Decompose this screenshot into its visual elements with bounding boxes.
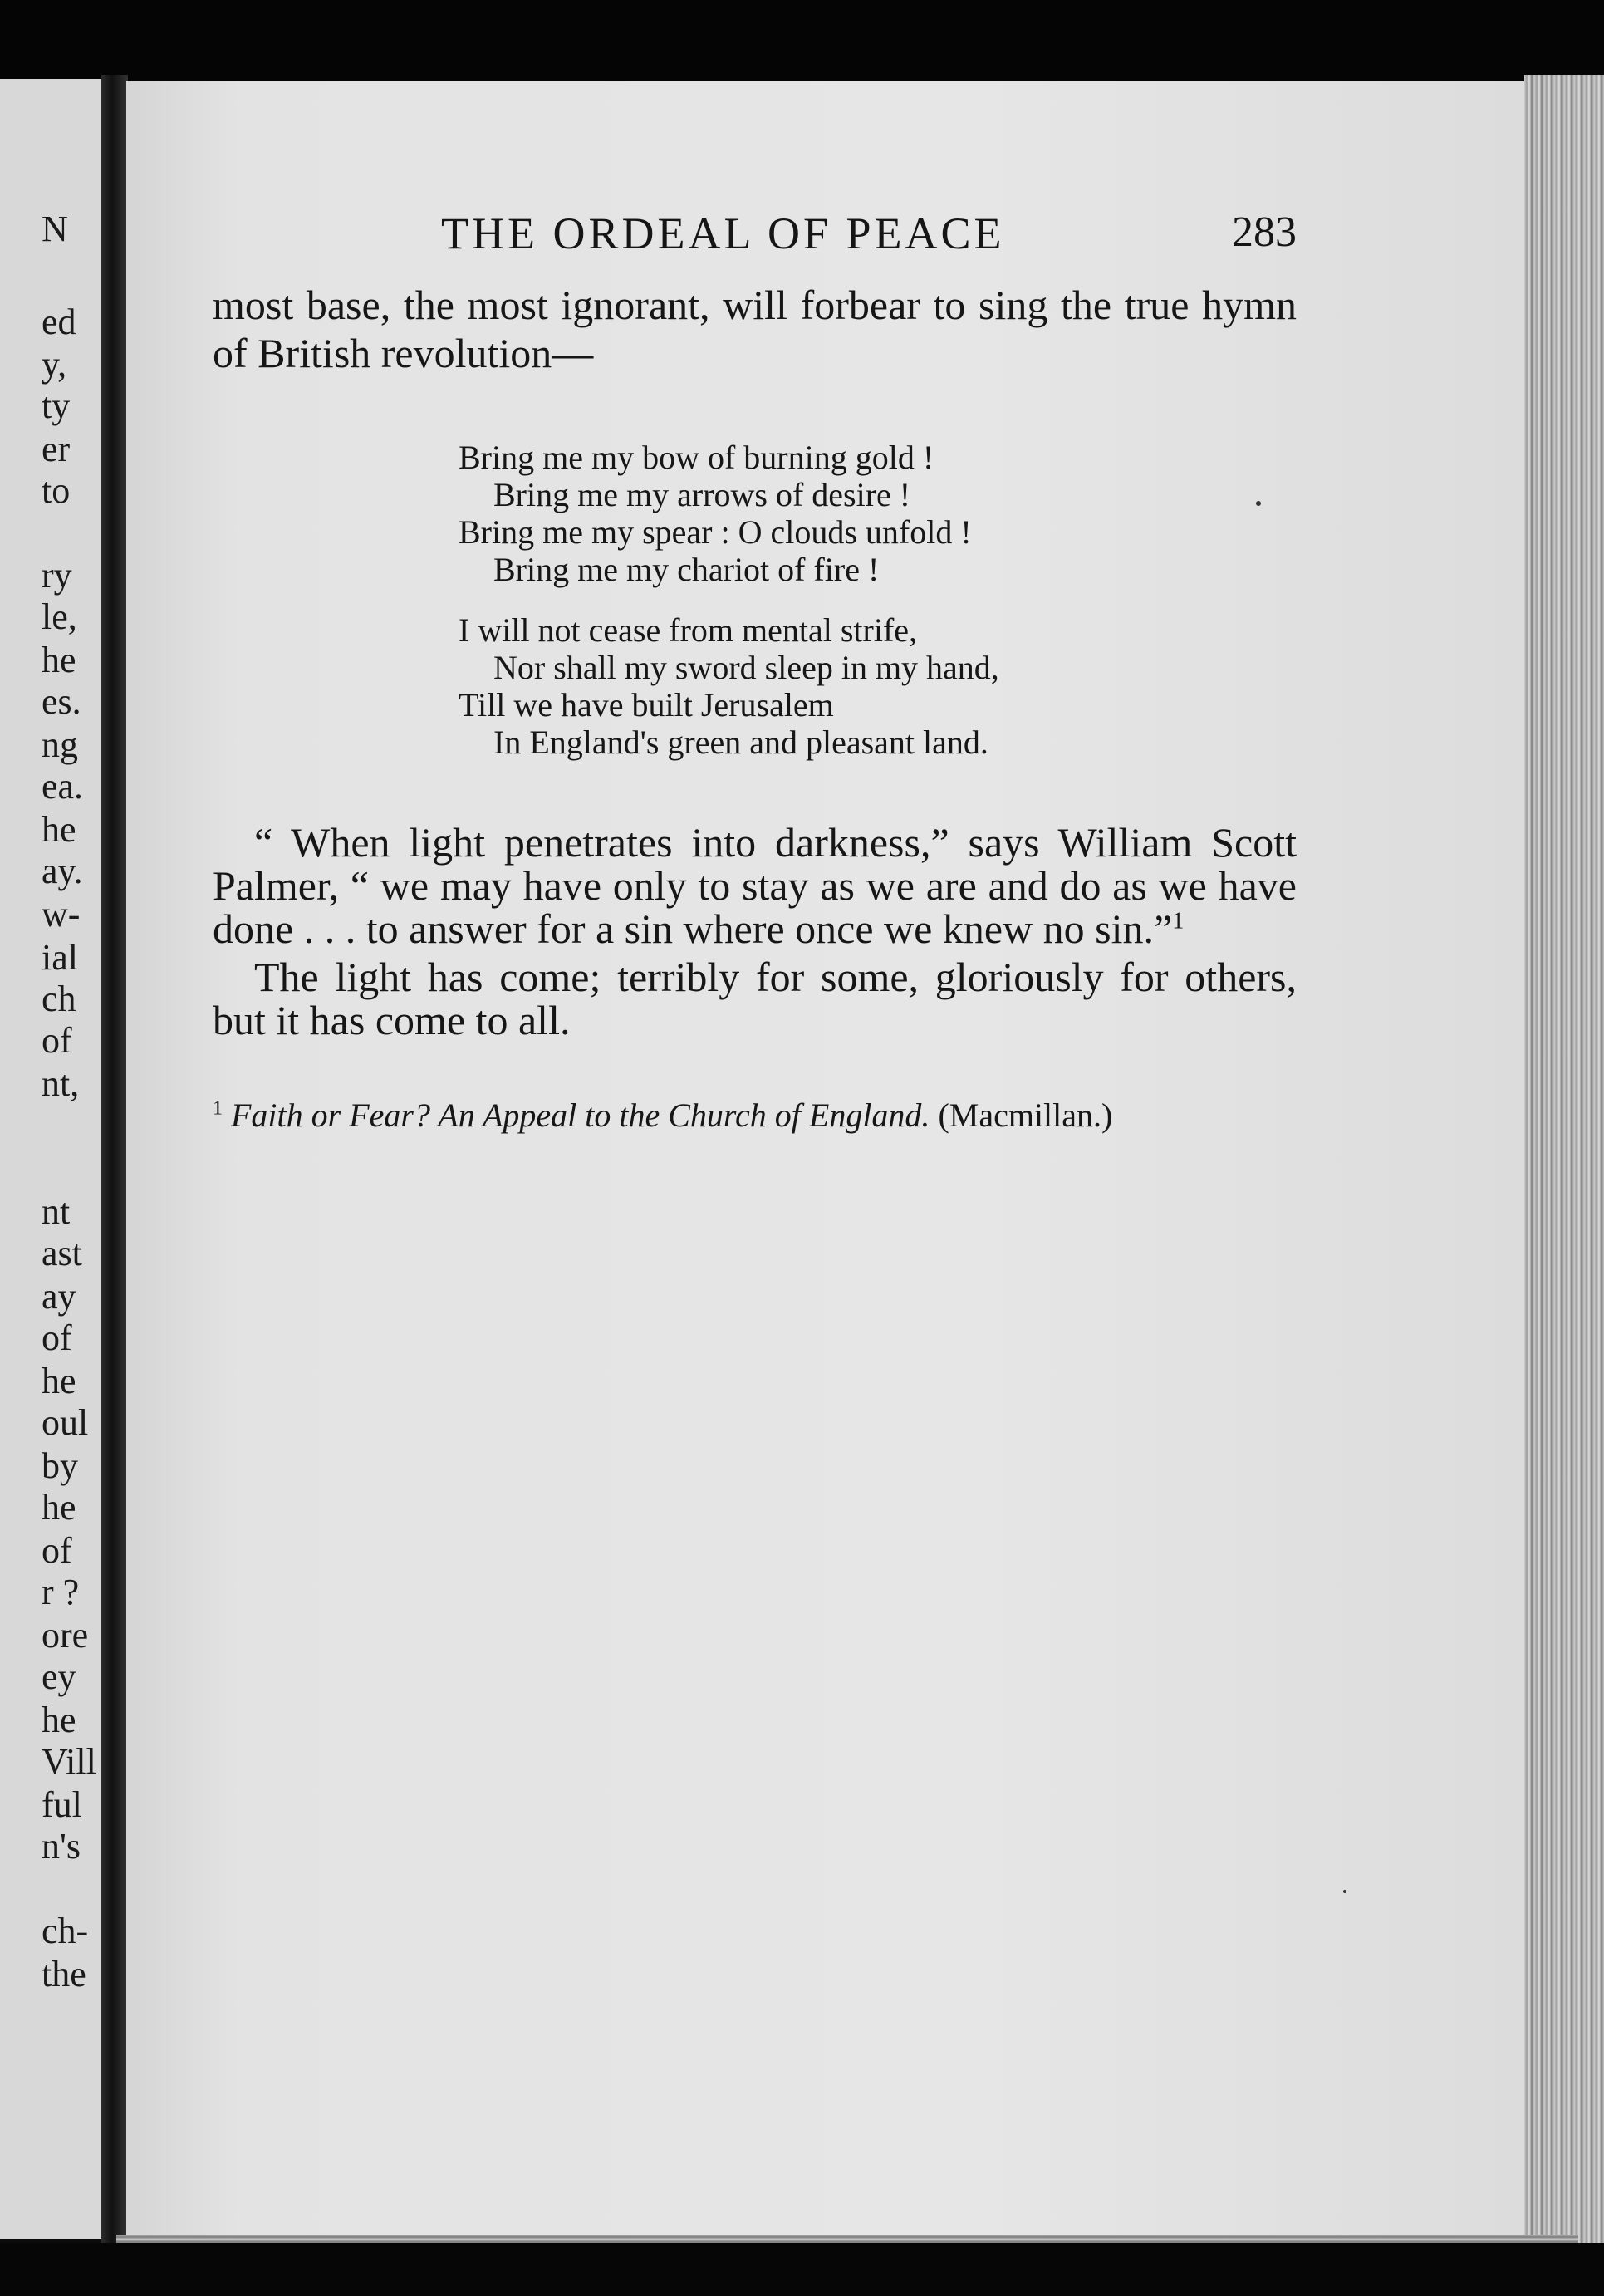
quotation-text: “ When light penetrates into darkness,” says William Scott Palmer, “ we may have only to stay as we are and do as we have done . . . to answer for a sin where once we knew no sin.” <box>213 819 1297 952</box>
poem-line: Bring me my bow of burning gold ! <box>459 439 934 476</box>
poem-stanza <box>459 439 1297 588</box>
facing-page-fragment: nt, <box>42 1063 80 1104</box>
running-title: THE ORDEAL OF PEACE <box>441 209 1005 258</box>
print-speck <box>1343 1890 1346 1893</box>
facing-page-fragment: ty <box>42 385 71 426</box>
page-edge-stack <box>1524 75 1604 2251</box>
facing-page-fragment: N <box>42 209 68 249</box>
poem-line: In England's green and pleasant land. <box>493 724 988 761</box>
facing-page-fragment: ay. <box>42 851 83 891</box>
facing-page-fragment: he <box>42 809 76 850</box>
facing-page-fragment: ch- <box>42 1911 89 1951</box>
facing-page-fragment: ial <box>42 937 78 978</box>
facing-page-fragment: nt <box>42 1191 71 1232</box>
facing-page-fragment: es. <box>42 681 81 722</box>
closing-paragraph: The light has come; terribly for some, gloriously for others, but it has come to all. <box>213 954 1297 1043</box>
facing-page-fragment: ng <box>42 724 78 765</box>
facing-page-fragment: he <box>42 640 76 680</box>
facing-page-fragment: w- <box>42 894 81 935</box>
facing-page-fragment: ch <box>42 979 76 1019</box>
page-number: 283 <box>1232 209 1297 256</box>
poem-line: Bring me my spear : O clouds unfold ! <box>459 513 972 551</box>
facing-page-fragment: le, <box>42 596 77 637</box>
facing-page-fragment: ed <box>42 302 76 342</box>
footnote-number: 1 <box>213 1097 223 1120</box>
poem-line: I will not cease from mental strife, <box>459 611 918 649</box>
facing-page-fragment: r ? <box>42 1572 80 1612</box>
poem-line: Bring me my arrows of desire ! <box>493 476 911 513</box>
facing-page-fragment: of <box>42 1020 72 1061</box>
facing-page-fragment: he <box>42 1487 76 1528</box>
quotation-paragraph <box>213 821 1297 1042</box>
facing-page-fragment: to <box>42 470 71 511</box>
poem-quotation <box>459 439 1297 761</box>
facing-page-fragment: of <box>42 1317 72 1358</box>
poem-line: Bring me my chariot of fire ! <box>493 551 880 588</box>
scan-bottom-border <box>0 2243 1604 2296</box>
poem-stanza <box>459 611 1297 761</box>
scan-top-border <box>0 0 1604 83</box>
facing-page-fragment: n's <box>42 1826 81 1867</box>
footnote-title: Faith or Fear? An Appeal to the Church of England. <box>231 1096 930 1134</box>
facing-page-fragment: by <box>42 1445 78 1486</box>
poem-line: Till we have built Jerusalem <box>459 686 834 724</box>
facing-page-fragment: ea. <box>42 766 84 807</box>
running-head <box>213 208 1297 274</box>
book-gutter <box>101 75 128 2251</box>
facing-page-edge <box>0 79 106 2239</box>
footnote-publisher: (Macmillan.) <box>938 1096 1113 1134</box>
facing-page-fragment: ey <box>42 1656 76 1697</box>
facing-page-fragment: ful <box>42 1784 82 1825</box>
footnote-reference: 1 <box>1172 908 1185 935</box>
facing-page-fragment: Vill <box>42 1741 96 1782</box>
facing-page-fragment: ore <box>42 1615 89 1656</box>
poem-line: Nor shall my sword sleep in my hand, <box>493 649 999 686</box>
facing-page-fragment: he <box>42 1361 76 1401</box>
facing-page-fragment: er <box>42 429 71 469</box>
opening-paragraph: most base, the most ignorant, will forbear to sing the true hymn of British revolution— <box>213 282 1297 376</box>
page-content <box>213 208 1297 1135</box>
footnote <box>213 1096 1297 1135</box>
facing-page-fragment: ay <box>42 1276 76 1317</box>
facing-page-fragment: the <box>42 1954 86 1994</box>
facing-page-fragment: oul <box>42 1402 89 1443</box>
facing-page-fragment: y, <box>42 344 67 385</box>
facing-page-fragment: ry <box>42 555 72 596</box>
facing-page-fragment: he <box>42 1700 76 1740</box>
facing-page-fragment: of <box>42 1530 72 1571</box>
facing-page-fragment: ast <box>42 1233 82 1273</box>
